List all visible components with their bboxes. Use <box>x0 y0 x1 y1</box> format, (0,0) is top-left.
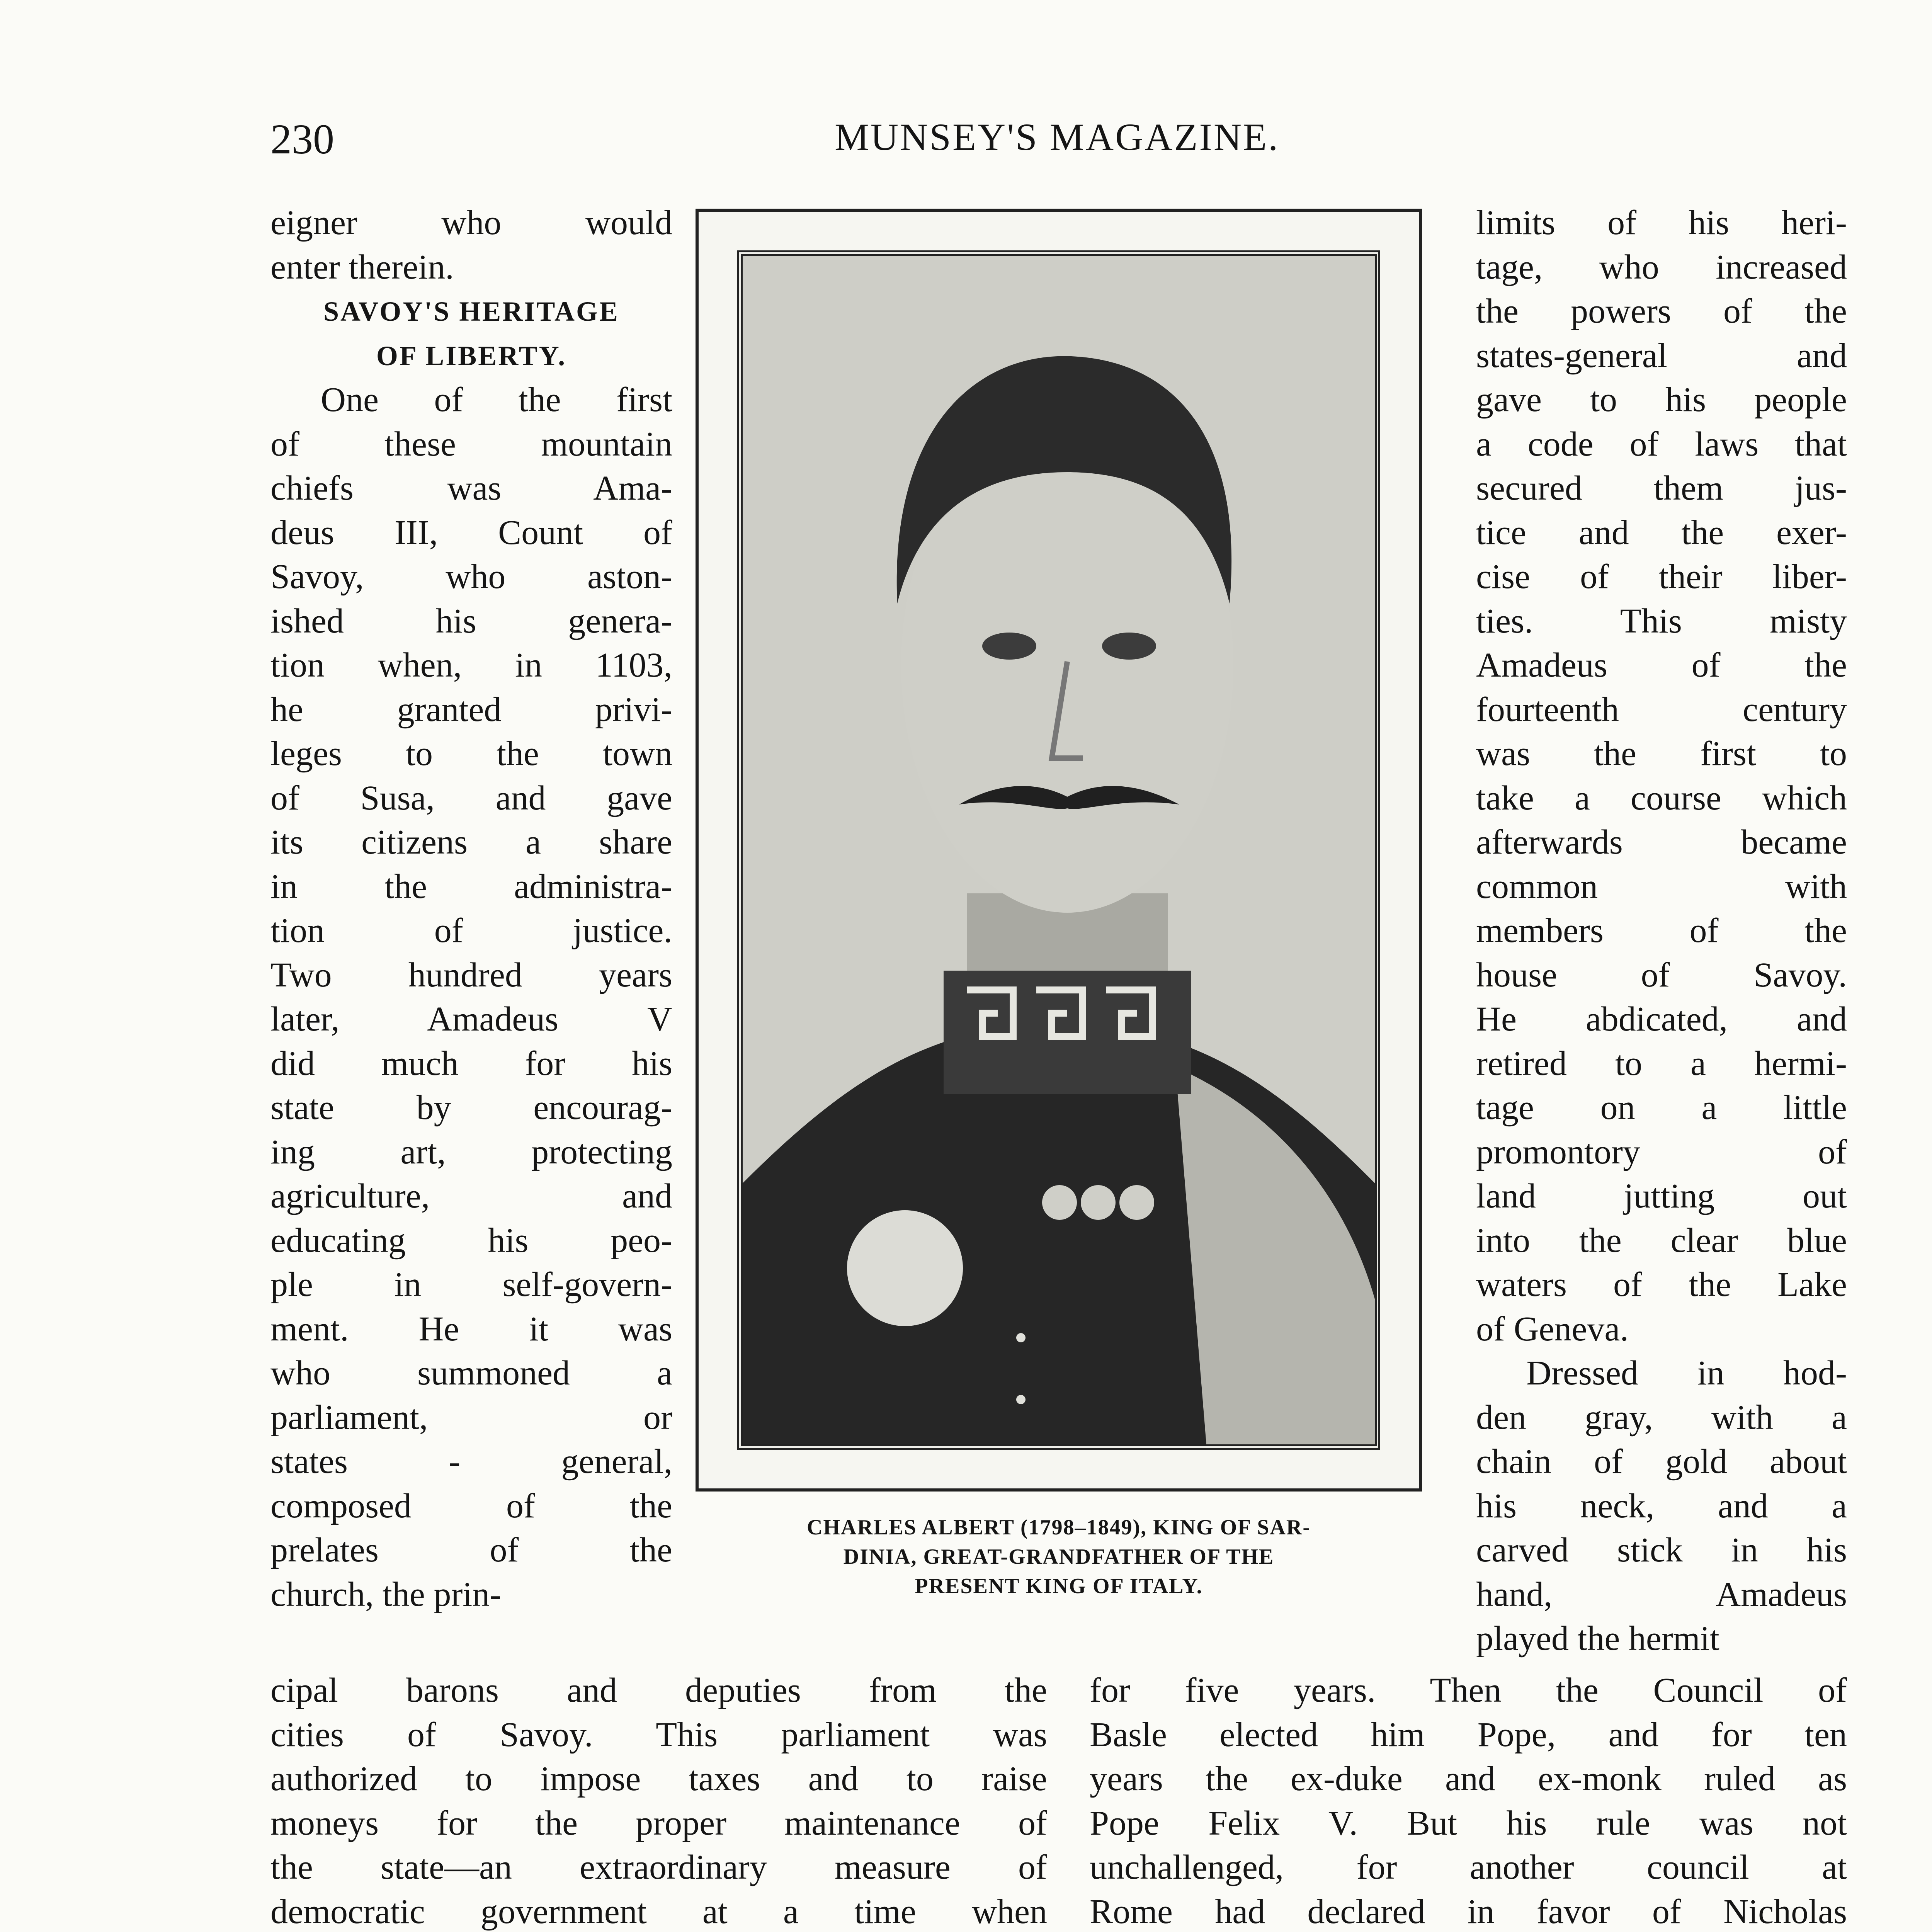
page-number: 230 <box>270 116 334 163</box>
text-line: retired to a hermi- <box>1476 1044 1847 1083</box>
text-line: promontory of <box>1476 1133 1847 1171</box>
text-line: in the administra- <box>270 867 672 906</box>
text-line: common with <box>1476 867 1847 906</box>
text-line: church, the prin- <box>270 1575 502 1614</box>
text-line: Dressed in hod- <box>1526 1354 1847 1392</box>
column-right-top <box>1476 201 1847 1661</box>
paragraph-lines <box>1090 1668 1847 1932</box>
text-line: Savoy, who aston- <box>270 558 672 596</box>
text-line: waters of the Lake <box>1476 1265 1847 1304</box>
text-line: leges to the town <box>270 735 672 773</box>
text-line: house of Savoy. <box>1476 956 1847 994</box>
text-line: of Susa, and gave <box>270 779 672 817</box>
text-line: was the first to <box>1476 735 1847 773</box>
text-line: years the ex-duke and ex-monk ruled as <box>1090 1760 1847 1798</box>
text-line: hand, Amadeus <box>1476 1575 1847 1614</box>
text-line: carved stick in his <box>1476 1531 1847 1569</box>
text-line: tion when, in 1103, <box>270 646 672 684</box>
text-line: the state—an extraordinary measure of <box>270 1848 1047 1886</box>
text-line: chiefs was Ama- <box>270 469 672 507</box>
text-line: agriculture, and <box>270 1177 672 1215</box>
text-line: for five years. Then the Council of <box>1090 1671 1847 1709</box>
portrait-caption <box>696 1513 1422 1601</box>
caption-line: PRESENT KING OF ITALY. <box>915 1574 1203 1598</box>
text-line: the powers of the <box>1476 292 1847 330</box>
paragraph-lines <box>1476 201 1847 1661</box>
text-line: into the clear blue <box>1476 1221 1847 1260</box>
paragraph-lines <box>270 201 672 1617</box>
text-line: of Geneva. <box>1476 1310 1629 1348</box>
text-line: limits of his heri- <box>1476 204 1847 242</box>
text-line: later, Amadeus V <box>270 1000 672 1038</box>
column-right-bottom <box>1090 1668 1847 1932</box>
text-line: cipal barons and deputies from the <box>270 1671 1047 1709</box>
text-line: ished his genera- <box>270 602 672 640</box>
column-left-top <box>270 201 672 1617</box>
column-left-bottom <box>270 1668 1047 1932</box>
text-line: Two hundred years <box>270 956 672 994</box>
caption-line: DINIA, GREAT-GRANDFATHER OF THE <box>843 1545 1274 1569</box>
text-line: ment. He it was <box>270 1310 672 1348</box>
text-line: ing art, protecting <box>270 1133 672 1171</box>
text-line: fourteenth century <box>1476 690 1847 729</box>
text-line: parliament, or <box>270 1398 672 1437</box>
text-line: states - general, <box>270 1442 672 1481</box>
caption-line: CHARLES ALBERT (1798–1849), KING OF SAR- <box>807 1515 1311 1539</box>
text-line: ple in self-govern- <box>270 1265 672 1304</box>
portrait-engraving <box>743 256 1375 1444</box>
text-line: composed of the <box>270 1486 672 1525</box>
text-line: played the hermit <box>1476 1619 1719 1658</box>
text-line: ties. This misty <box>1476 602 1847 640</box>
text-line: his neck, and a <box>1476 1486 1847 1525</box>
text-line: enter therein. <box>270 248 454 286</box>
text-line: tage on a little <box>1476 1088 1847 1127</box>
text-line: authorized to impose taxes and to raise <box>270 1760 1047 1798</box>
text-line: democratic government at a time when <box>270 1892 1047 1931</box>
text-line: Basle elected him Pope, and for ten <box>1090 1715 1847 1754</box>
text-line: cise of their liber- <box>1476 558 1847 596</box>
text-line: its citizens a share <box>270 823 672 861</box>
portrait-figure <box>696 209 1422 1492</box>
text-line: tice and the exer- <box>1476 513 1847 552</box>
text-line: Rome had declared in favor of Nicholas <box>1090 1892 1847 1931</box>
text-line: Pope Felix V. But his rule was not <box>1090 1804 1847 1842</box>
portrait-image <box>737 250 1380 1450</box>
text-line: he granted privi- <box>270 690 672 729</box>
text-line: den gray, with a <box>1476 1398 1847 1437</box>
text-line: Amadeus of the <box>1476 646 1847 684</box>
text-line: state by encourag- <box>270 1088 672 1127</box>
text-line: secured them jus- <box>1476 469 1847 507</box>
text-line: did much for his <box>270 1044 672 1083</box>
text-line: take a course which <box>1476 779 1847 817</box>
text-line: of these mountain <box>270 425 672 463</box>
text-line: states-general and <box>1476 336 1847 375</box>
text-line: who summoned a <box>270 1354 672 1392</box>
text-line: One of the first <box>321 381 672 419</box>
text-line: cities of Savoy. This parliament was <box>270 1715 1047 1754</box>
text-line: deus III, Count of <box>270 513 672 552</box>
text-line: educating his peo- <box>270 1221 672 1260</box>
paragraph-lines <box>270 1668 1047 1932</box>
text-line: members of the <box>1476 912 1847 950</box>
running-head: MUNSEY'S MAGAZINE. <box>835 116 1280 158</box>
text-line: OF LIBERTY. <box>376 340 567 371</box>
text-line: afterwards became <box>1476 823 1847 861</box>
text-line: chain of gold about <box>1476 1442 1847 1481</box>
text-line: unchallenged, for another council at <box>1090 1848 1847 1886</box>
text-line: SAVOY'S HERITAGE <box>323 296 620 327</box>
text-line: eigner who would <box>270 204 672 242</box>
text-line: gave to his people <box>1476 381 1847 419</box>
text-line: tage, who increased <box>1476 248 1847 286</box>
text-line: He abdicated, and <box>1476 1000 1847 1038</box>
text-line: moneys for the proper maintenance of <box>270 1804 1047 1842</box>
text-line: land jutting out <box>1476 1177 1847 1215</box>
text-line: a code of laws that <box>1476 425 1847 463</box>
text-line: tion of justice. <box>270 912 672 950</box>
text-line: prelates of the <box>270 1531 672 1569</box>
